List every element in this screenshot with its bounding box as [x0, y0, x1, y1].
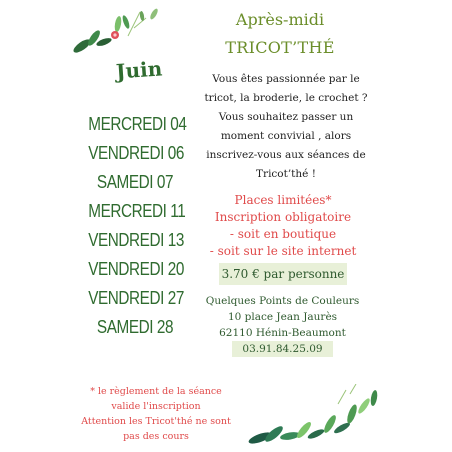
- registration-line: - soit sur le site internet: [209, 244, 357, 258]
- month-label: Juin: [115, 56, 163, 84]
- phone-number: 03.91.84.25.09: [232, 341, 332, 357]
- leaf-branch-icon: [70, 2, 170, 62]
- dates-list: [80, 110, 190, 342]
- date-item: SAMEDI 28: [96, 317, 174, 337]
- intro-text: [196, 70, 376, 184]
- intro-line: tricot, la broderie, le crochet ?: [204, 92, 368, 104]
- intro-line: Tricot’thé !: [256, 168, 316, 180]
- date-item: MERCREDI 11: [88, 201, 186, 221]
- address-line: 62110 Hénin-Beaumont: [219, 327, 346, 339]
- intro-line: Vous souhaitez passer un: [218, 111, 354, 123]
- date-item: MERCREDI 04: [88, 114, 187, 134]
- intro-line: Vous êtes passionnée par le: [212, 73, 360, 85]
- date-item: VENDREDI 20: [88, 259, 184, 279]
- shop-address: [200, 293, 365, 357]
- registration-line: Inscription obligatoire: [214, 210, 352, 224]
- note-line: valide l'inscription: [111, 401, 201, 412]
- date-item: VENDREDI 13: [88, 230, 184, 250]
- address-line: Quelques Points de Couleurs: [205, 295, 360, 307]
- footnotes: [70, 384, 242, 444]
- leaf-branch-icon: [246, 384, 386, 452]
- note-line: Attention les Tricot'thé ne sont: [81, 416, 231, 427]
- registration-line: - soit en boutique: [229, 227, 337, 241]
- note-line: * le règlement de la séance: [90, 386, 222, 397]
- date-item: VENDREDI 06: [88, 143, 184, 163]
- registration-line: Places limitées*: [234, 193, 332, 207]
- intro-line: moment convivial , alors: [220, 130, 352, 142]
- date-item: VENDREDI 27: [88, 288, 184, 308]
- note-line: pas des cours: [123, 431, 189, 442]
- price-badge: 3.70 € par personne: [219, 263, 347, 285]
- registration-info: [198, 192, 368, 260]
- title-line-1: Après-midi: [235, 10, 325, 29]
- title-line-2: TRICOT’THÉ: [225, 38, 335, 57]
- intro-line: inscrivez-vous aux séances de: [206, 149, 366, 161]
- date-item: SAMEDI 07: [96, 172, 174, 192]
- address-line: 10 place Jean Jaurès: [227, 311, 338, 323]
